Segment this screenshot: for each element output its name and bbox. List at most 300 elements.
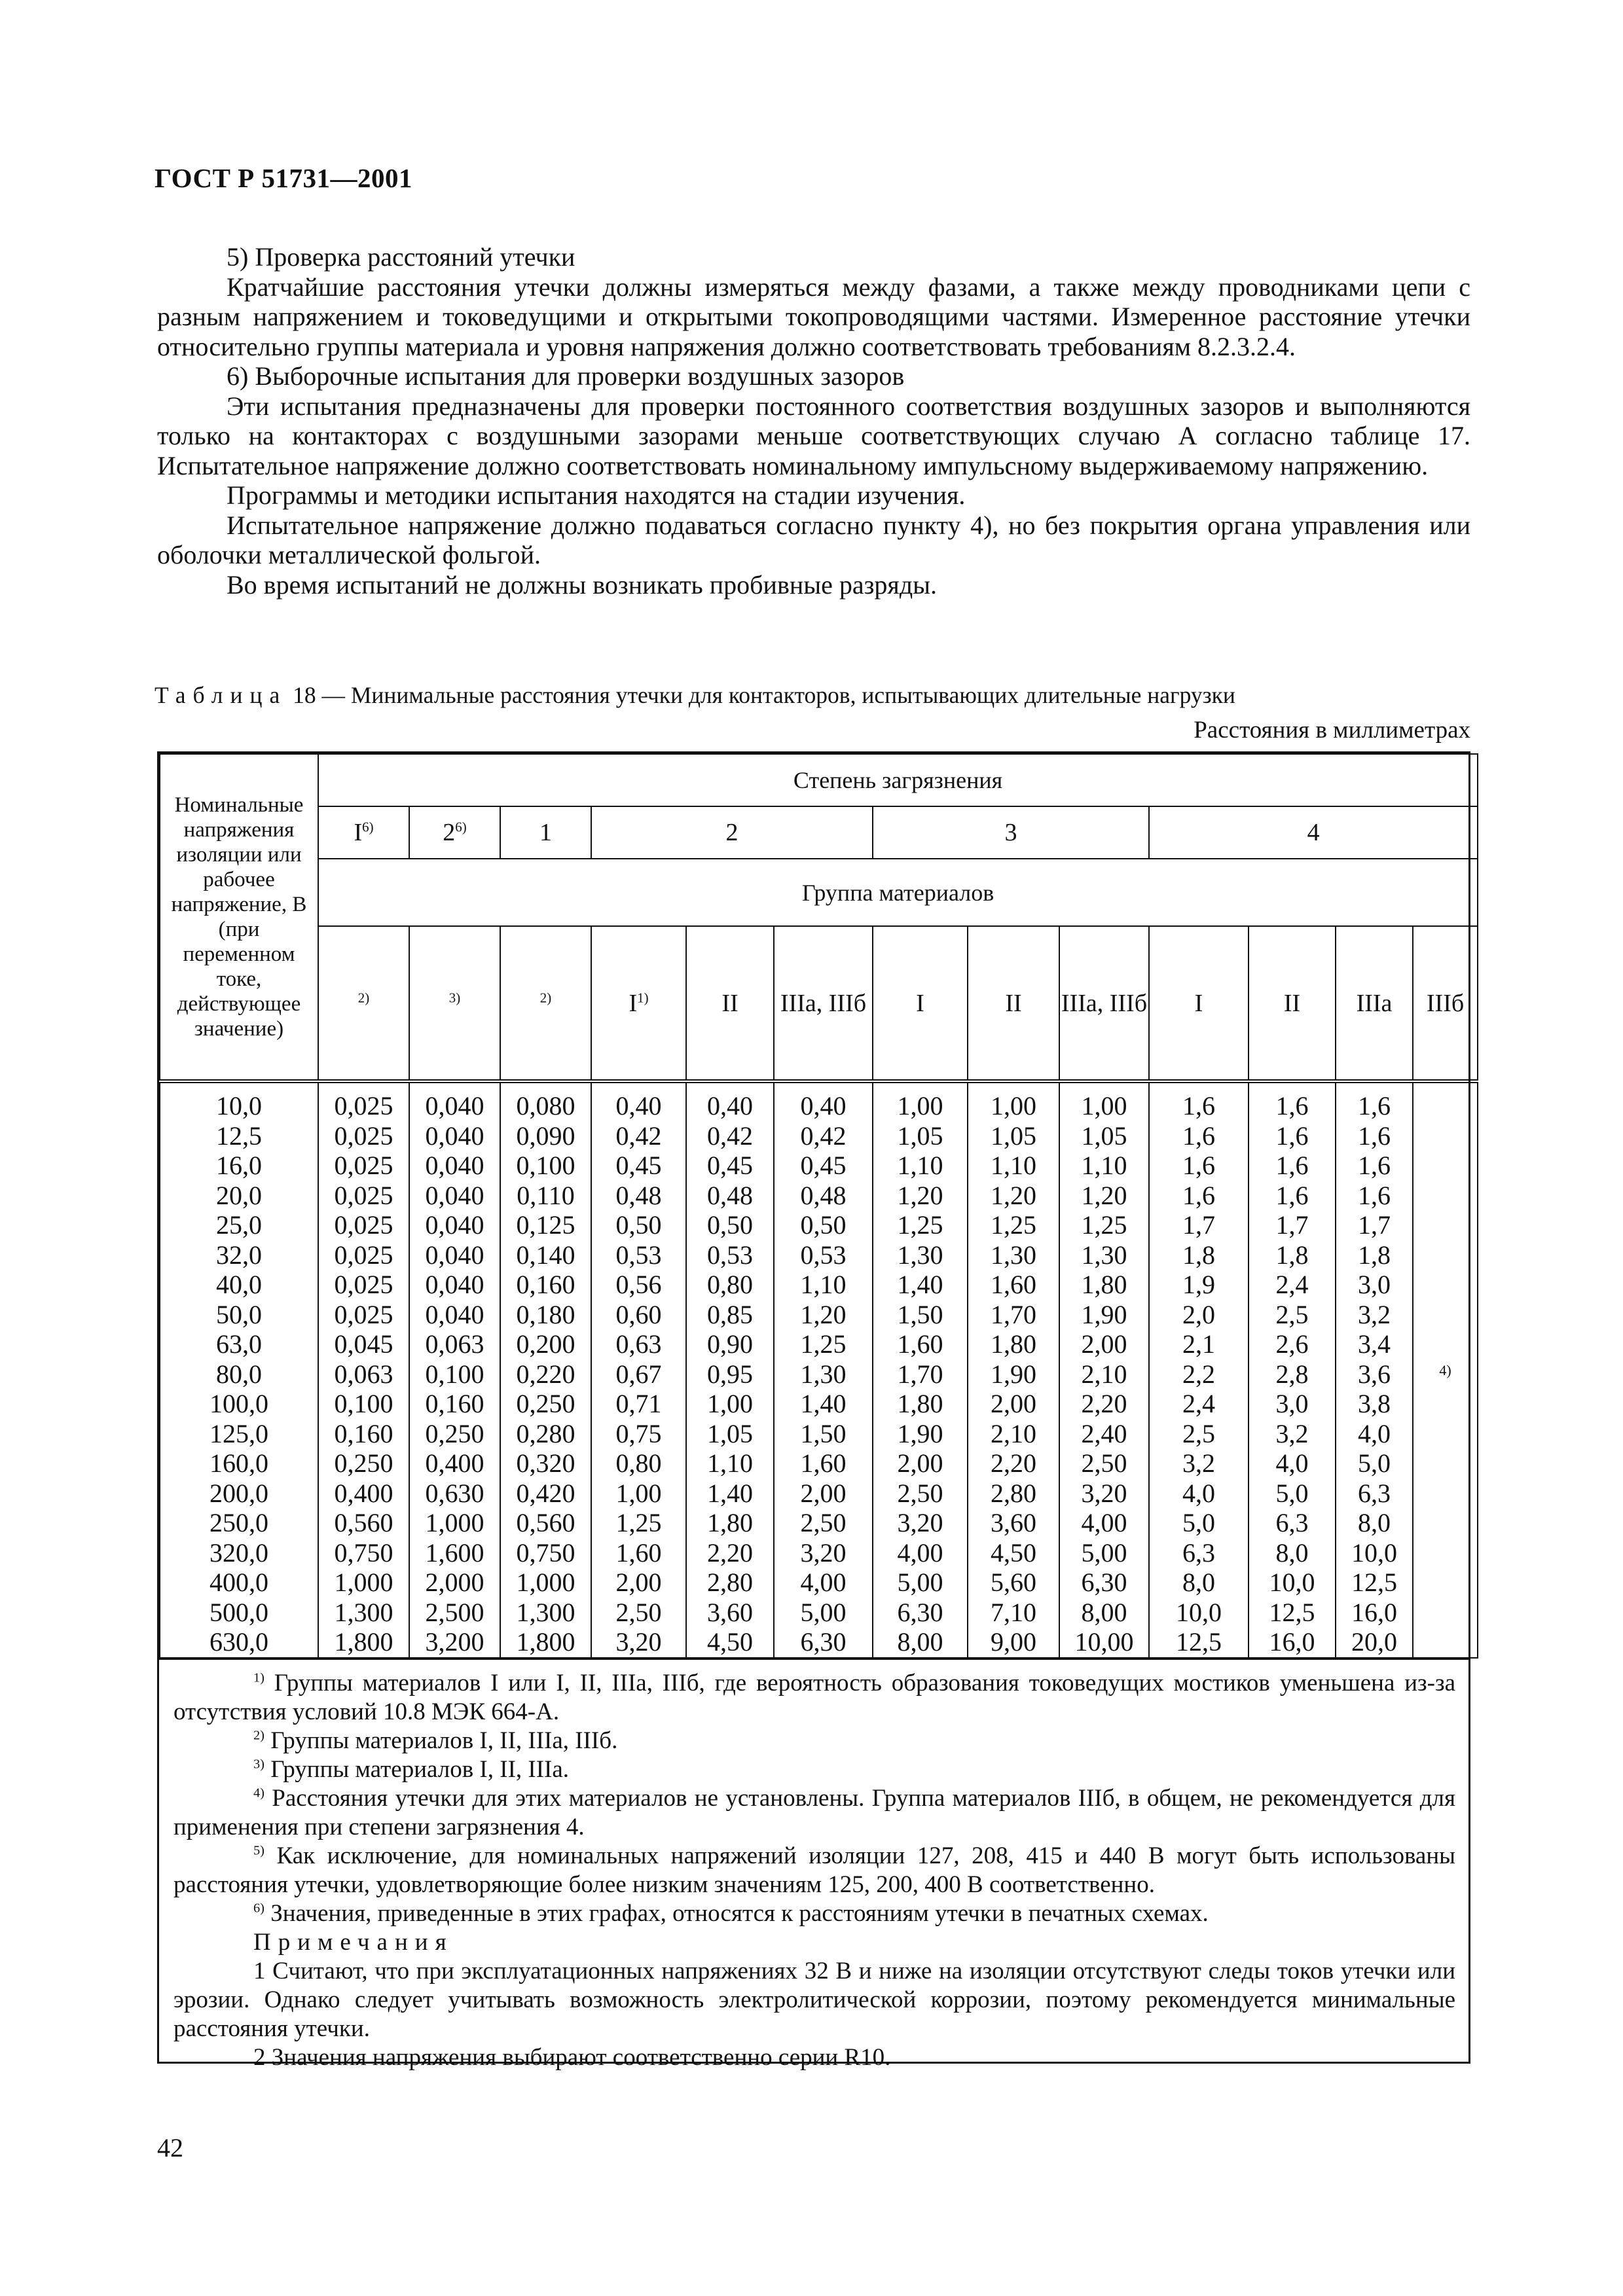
table-cell: 0,80: [707, 1270, 753, 1299]
table-cell: 0,040: [425, 1091, 484, 1121]
table-cell: 2,20: [991, 1448, 1036, 1478]
value-column: [686, 1081, 774, 1658]
table-cell: 0,60: [615, 1299, 662, 1329]
table-cell: 12,5: [1269, 1597, 1315, 1627]
table-cell: 1,6: [1275, 1121, 1309, 1151]
table-cell: 1,00: [1081, 1091, 1127, 1121]
table-cell: 1,300: [334, 1597, 393, 1627]
table-cell: 1,60: [615, 1537, 662, 1568]
table-cell: 1,800: [334, 1627, 393, 1657]
table-cell: 0,67: [615, 1359, 662, 1389]
table-cell: 1,70: [897, 1359, 943, 1389]
pollution-degree-cell: 2: [591, 806, 873, 859]
table-cell: 0,220: [516, 1359, 575, 1389]
table-cell: 3,20: [800, 1537, 847, 1568]
table-cell: 3,20: [897, 1508, 943, 1537]
paragraph: 6) Выборочные испытания для проверки воздушных зазоров: [227, 361, 905, 391]
table-cell: 2,50: [800, 1508, 847, 1537]
table-cell: 2,00: [800, 1478, 847, 1508]
table-cell: 0,040: [425, 1121, 484, 1151]
paragraph: Программы и методики испытания находятся на стадии изучения.: [227, 480, 966, 510]
table-cell: 5,0: [1182, 1508, 1215, 1537]
table-cell: 0,250: [334, 1448, 393, 1478]
footnote: $^{5)}$ Как исключение, для номинальных напряжений изоляции 127, 208, 415 и 440 В могут быть использованы расстояния утечки, удовлетворяющие более низким значениям 125, 200, 400 В соответственно.: [173, 1842, 1456, 1898]
table-cell: 1,6: [1358, 1180, 1391, 1210]
table-cell: 1,30: [991, 1240, 1036, 1270]
table-cell: 3,8: [1358, 1389, 1391, 1418]
table-cell: 6,30: [800, 1627, 847, 1657]
table-cell: 1,300: [516, 1597, 575, 1627]
value-column: [1059, 1081, 1149, 1658]
table-cell: 0,040: [425, 1210, 484, 1240]
table-cell: 8,00: [897, 1627, 943, 1657]
table-cell: 1,80: [1081, 1270, 1127, 1299]
table-caption: [155, 681, 1470, 709]
table-cell: 1,30: [800, 1359, 847, 1389]
table-cell: 10,00: [1074, 1627, 1134, 1657]
table-cell: 1,80: [707, 1508, 753, 1537]
paragraph: 5) Проверка расстояний утечки: [227, 242, 575, 272]
table-cell: 1,9: [1182, 1270, 1215, 1299]
table-cell: 20,0: [216, 1180, 262, 1210]
table-cell: 1,10: [991, 1151, 1036, 1180]
table-cell: 0,50: [800, 1210, 847, 1240]
table-cell: 4,0: [1275, 1448, 1309, 1478]
table-cell: 4,0: [1182, 1478, 1215, 1508]
table-cell: 0,53: [707, 1240, 753, 1270]
table-cell: 10,0: [216, 1091, 262, 1121]
table-cell: 2,000: [425, 1568, 484, 1597]
table-cell: 250,0: [210, 1508, 268, 1537]
table-cell: 0,110: [517, 1180, 575, 1210]
table-cell: 125,0: [210, 1418, 268, 1448]
table-cell: 0,090: [516, 1121, 575, 1151]
table-cell: 0,560: [334, 1508, 393, 1537]
table-cell: 2,00: [1081, 1329, 1127, 1359]
table-cell: 2,1: [1182, 1329, 1215, 1359]
table-cell: 0,100: [334, 1389, 393, 1418]
table-footnotes: [159, 1659, 1468, 2081]
table-cell: 0,025: [334, 1210, 393, 1240]
material-group-cell: 3): [409, 926, 500, 1081]
table-cell: 4,50: [991, 1537, 1036, 1568]
table-cell: 0,025: [334, 1240, 393, 1270]
table-cell: 160,0: [210, 1448, 268, 1478]
table-cell: 630,0: [210, 1627, 268, 1657]
footnote: $^{2)}$ Группы материалов I, II, IIIа, IIIб.: [253, 1727, 618, 1754]
table-cell: 1,30: [1081, 1240, 1127, 1270]
table-cell: 0,420: [516, 1478, 575, 1508]
table-cell: 1,05: [1081, 1121, 1127, 1151]
table-cell: 1,6: [1182, 1180, 1215, 1210]
table-cell: 12,5: [216, 1121, 262, 1151]
footnote: $^{6)}$ Значения, приведенные в этих графах, относятся к расстояниям утечки в печатных схемах.: [253, 1899, 1209, 1927]
table-cell: 25,0: [216, 1210, 262, 1240]
value-column: [1149, 1081, 1249, 1658]
table-cell: 1,6: [1275, 1151, 1309, 1180]
table-cell: 0,160: [334, 1418, 393, 1448]
table-cell: 3,2: [1182, 1448, 1215, 1478]
table-cell: 1,40: [897, 1270, 943, 1299]
table-cell: 1,20: [800, 1299, 847, 1329]
body-text: [157, 242, 1470, 600]
table-cell: 1,8: [1182, 1240, 1215, 1270]
table-cell: 1,25: [1081, 1210, 1127, 1240]
table-cell: 9,00: [991, 1627, 1036, 1657]
table-cell: 1,6: [1358, 1151, 1391, 1180]
table-cell: 12,5: [1351, 1568, 1397, 1597]
value-column: [968, 1081, 1059, 1658]
note: 2 Значения напряжения выбирают соответственно серии R10.: [253, 2043, 891, 2071]
table-cell: 1,25: [991, 1210, 1036, 1240]
table-cell: 2,4: [1275, 1270, 1309, 1299]
table-cell: 1,70: [991, 1299, 1036, 1329]
table-cell: 1,6: [1275, 1180, 1309, 1210]
table-cell: 0,63: [615, 1329, 662, 1359]
table-cell: 3,0: [1275, 1389, 1309, 1418]
table-cell: 0,85: [707, 1299, 753, 1329]
pollution-degree-cell: 2$^{6)}$: [409, 806, 500, 859]
table-cell: 8,00: [1081, 1597, 1127, 1627]
paragraph: Эти испытания предназначены для проверки постоянного соответствия воздушных зазоров и выполняются только на контакторах с воздушными зазорами меньше соответствующих случаю А согласно таблице 17. Испытательное напряжение должно соответствовать номинальному импульсному выдерживаемому напряжению.: [157, 391, 1470, 480]
table-cell: 5,00: [800, 1597, 847, 1627]
table-cell: 2,5: [1275, 1299, 1309, 1329]
table-cell: 1,25: [800, 1329, 847, 1359]
pollution-degree-cell: 3: [873, 806, 1149, 859]
table-cell: 2,40: [1081, 1418, 1127, 1448]
table-cell: 2,4: [1182, 1389, 1215, 1418]
table-cell: 2,5: [1182, 1418, 1215, 1448]
table-cell: 5,0: [1275, 1478, 1309, 1508]
table-cell: 1,60: [897, 1329, 943, 1359]
table-cell: 0,200: [516, 1329, 575, 1359]
table-cell: 7,10: [991, 1597, 1036, 1627]
table-cell: 0,025: [334, 1151, 393, 1180]
pollution-degree-cell: 1: [500, 806, 591, 859]
table-cell: 10,0: [1176, 1597, 1222, 1627]
table-cell: 0,025: [334, 1180, 393, 1210]
table-cell: 3,200: [425, 1627, 484, 1657]
table-cell: 8,0: [1182, 1568, 1215, 1597]
table-cell: 1,6: [1182, 1091, 1215, 1121]
table-cell: 0,50: [615, 1210, 662, 1240]
table-cell: 0,50: [707, 1210, 753, 1240]
table-cell: 0,180: [516, 1299, 575, 1329]
table-cell: 2,20: [707, 1537, 753, 1568]
table-cell: 0,56: [615, 1270, 662, 1299]
table-cell: 0,53: [800, 1240, 847, 1270]
table-cell: 0,040: [425, 1151, 484, 1180]
document-header: ГОСТ Р 51731—2001: [155, 163, 412, 193]
table-cell: 1,25: [615, 1508, 662, 1537]
table-cell: 1,7: [1358, 1210, 1391, 1240]
value-column: [1249, 1081, 1336, 1658]
table-cell: 2,2: [1182, 1359, 1215, 1389]
table-cell: 4,00: [1081, 1508, 1127, 1537]
table-caption-text: 18 — Минимальные расстояния утечки для контакторов, испытывающих длительные нагрузки: [293, 682, 1235, 708]
table-cell: 1,05: [991, 1121, 1036, 1151]
table-cell: 1,50: [800, 1418, 847, 1448]
table-cell: 100,0: [210, 1389, 268, 1418]
table-cell: 0,95: [707, 1359, 753, 1389]
paragraph: Во время испытаний не должны возникать пробивные разряды.: [227, 569, 938, 600]
table-cell: 2,500: [425, 1597, 484, 1627]
table-cell: 1,00: [991, 1091, 1036, 1121]
table-cell: 6,3: [1358, 1478, 1391, 1508]
pollution-degree-cell: $I^{6)}$: [318, 806, 409, 859]
table-cell: 1,60: [800, 1448, 847, 1478]
material-group-cell: IIIб: [1413, 926, 1478, 1081]
table-cell: 8,0: [1275, 1537, 1309, 1568]
table-cell: 12,5: [1176, 1627, 1222, 1657]
table-cell: 2,20: [1081, 1389, 1127, 1418]
table-cell: 0,75: [615, 1418, 662, 1448]
table-cell: 16,0: [1269, 1627, 1315, 1657]
table-cell: 80,0: [216, 1359, 262, 1389]
table-cell: 1,000: [425, 1508, 484, 1537]
table-cell: 0,400: [334, 1478, 393, 1508]
table-cell: 2,8: [1275, 1359, 1309, 1389]
table-cell: 0,160: [516, 1270, 575, 1299]
creepage-table: [159, 753, 1478, 1659]
table-cell: 1,90: [897, 1418, 943, 1448]
table-cell: 1,6: [1182, 1121, 1215, 1151]
page-number: 42: [157, 2133, 183, 2162]
table-cell: 1,25: [897, 1210, 943, 1240]
table-cell: 0,160: [425, 1389, 484, 1418]
table-cell: 3,60: [707, 1597, 753, 1627]
table-cell: 2,00: [897, 1448, 943, 1478]
material-header: Группа материалов: [318, 859, 1478, 926]
table-cell: 16,0: [1351, 1597, 1397, 1627]
table-cell: 0,48: [615, 1180, 662, 1210]
table-cell: 0,063: [425, 1329, 484, 1359]
table-cell: 200,0: [210, 1478, 268, 1508]
table-cell: 1,20: [1081, 1180, 1127, 1210]
table-cell: 3,6: [1358, 1359, 1391, 1389]
table-cell: 0,025: [334, 1121, 393, 1151]
table-cell: 0,100: [425, 1359, 484, 1389]
table-cell: 6,3: [1275, 1508, 1309, 1537]
table-cell: 1,80: [897, 1389, 943, 1418]
table-units: Расстояния в миллиметрах: [1194, 717, 1470, 744]
table-cell: 6,3: [1182, 1537, 1215, 1568]
table-cell: 400,0: [210, 1568, 268, 1597]
table-cell: 3,2: [1358, 1299, 1391, 1329]
table-cell: 0,025: [334, 1091, 393, 1121]
table-cell: 1,00: [615, 1478, 662, 1508]
table-cell: 0,040: [425, 1180, 484, 1210]
table-cell: 0,630: [425, 1478, 484, 1508]
table-cell: 1,05: [707, 1418, 753, 1448]
value-column: [591, 1081, 686, 1658]
table-cell: 1,40: [800, 1389, 847, 1418]
table-cell: 1,05: [897, 1121, 943, 1151]
table-cell: 1,7: [1275, 1210, 1309, 1240]
table-cell: 50,0: [216, 1299, 262, 1329]
table-cell: 1,7: [1182, 1210, 1215, 1240]
stub-header: Номинальные напряжения изоляции или рабочее напряжение, В (при переменном токе, действующее значение): [160, 754, 318, 1081]
material-group-cell: 2): [318, 926, 409, 1081]
table-cell: 1,60: [991, 1270, 1036, 1299]
table-cell: 0,140: [516, 1240, 575, 1270]
table-cell: 0,080: [516, 1091, 575, 1121]
material-group-cell: I: [873, 926, 968, 1081]
table-cell: 32,0: [216, 1240, 262, 1270]
table-frame: [157, 751, 1470, 2071]
material-IIIb-note: 4): [1413, 1081, 1478, 1658]
table-cell: 4,00: [800, 1568, 847, 1597]
material-group-cell: II: [968, 926, 1059, 1081]
table-cell: 2,6: [1275, 1329, 1309, 1359]
table-cell: 1,8: [1275, 1240, 1309, 1270]
table-cell: 63,0: [216, 1329, 262, 1359]
table-cell: 6,30: [1081, 1568, 1127, 1597]
table-cell: 0,40: [800, 1091, 847, 1121]
table-cell: 0,750: [334, 1537, 393, 1568]
table-cell: 0,280: [516, 1418, 575, 1448]
table-cell: 0,560: [516, 1508, 575, 1537]
table-cell: 0,71: [615, 1389, 662, 1418]
footnote: $^{1)}$ Группы материалов I или I, II, IIIа, IIIб, где вероятность образования токоведущих мостиков уменьшена из-за отсутствия условий 10.8 МЭК 664-А.: [173, 1669, 1455, 1725]
table-cell: 0,42: [800, 1121, 847, 1151]
footnote: $^{4)}$ Расстояния утечки для этих материалов не установлены. Группа материалов IIIб, в общем, не рекомендуется для применения при степени загрязнения 4.: [173, 1784, 1456, 1840]
table-cell: 0,400: [425, 1448, 484, 1478]
table-cell: 4,50: [707, 1627, 753, 1657]
table-cell: 0,250: [516, 1389, 575, 1418]
table-cell: 1,600: [425, 1537, 484, 1568]
table-cell: 1,000: [334, 1568, 393, 1597]
table-caption-label: Таблица: [155, 682, 287, 708]
table-cell: 2,10: [1081, 1359, 1127, 1389]
table-cell: 0,040: [425, 1240, 484, 1270]
paragraph: Испытательное напряжение должно подаваться согласно пункту 4), но без покрытия органа управления или оболочки металлической фольгой.: [157, 510, 1470, 569]
table-cell: 0,025: [334, 1270, 393, 1299]
table-cell: 0,250: [425, 1418, 484, 1448]
table-cell: 0,48: [707, 1180, 753, 1210]
table-cell: 1,40: [707, 1478, 753, 1508]
table-cell: 2,80: [707, 1568, 753, 1597]
material-group-cell: IIIа: [1336, 926, 1413, 1081]
table-cell: 0,90: [707, 1329, 753, 1359]
material-group-cell: 2): [500, 926, 591, 1081]
table-cell: 10,0: [1351, 1537, 1397, 1568]
value-column: [318, 1081, 409, 1658]
table-cell: 4,0: [1358, 1418, 1391, 1448]
table-cell: 3,4: [1358, 1329, 1391, 1359]
table-cell: 1,8: [1358, 1240, 1391, 1270]
table-cell: 20,0: [1351, 1627, 1397, 1657]
table-cell: 5,60: [991, 1568, 1036, 1597]
table-cell: 1,6: [1358, 1121, 1391, 1151]
table-cell: 1,10: [897, 1151, 943, 1180]
table-cell: 2,10: [991, 1418, 1036, 1448]
paragraph: Кратчайшие расстояния утечки должны измеряться между фазами, а также между проводниками цепи с разным напряжением и токоведущими и открытыми токопроводящими частями. Измеренное расстояние утечки относительно группы материала и уровня напряжения должно соответствовать требованиям 8.2.3.2.4.: [157, 272, 1470, 361]
table-cell: 1,6: [1358, 1091, 1391, 1121]
table-cell: 1,6: [1182, 1151, 1215, 1180]
table-cell: 3,2: [1275, 1418, 1309, 1448]
table-cell: 0,063: [334, 1359, 393, 1389]
table-cell: 0,40: [707, 1091, 753, 1121]
table-cell: 1,90: [1081, 1299, 1127, 1329]
table-cell: 1,20: [897, 1180, 943, 1210]
table-cell: 0,125: [516, 1210, 575, 1240]
table-cell: 0,045: [334, 1329, 393, 1359]
table-cell: 1,000: [516, 1568, 575, 1597]
table-cell: 3,60: [991, 1508, 1036, 1537]
table-cell: 2,00: [615, 1568, 662, 1597]
table-cell: 1,90: [991, 1359, 1036, 1389]
table-cell: 0,45: [800, 1151, 847, 1180]
table-cell: 500,0: [210, 1597, 268, 1627]
table-cell: 16,0: [216, 1151, 262, 1180]
notes-heading: Примечания: [253, 1928, 454, 1956]
table-cell: 2,0: [1182, 1299, 1215, 1329]
table-cell: 1,800: [516, 1627, 575, 1657]
table-cell: 0,48: [800, 1180, 847, 1210]
table-cell: 1,6: [1275, 1091, 1309, 1121]
value-column: [1336, 1081, 1413, 1658]
table-cell: 0,45: [707, 1151, 753, 1180]
material-group-cell: IIIа, IIIб: [774, 926, 873, 1081]
table-cell: 0,750: [516, 1537, 575, 1568]
table-cell: 10,0: [1269, 1568, 1315, 1597]
material-group-cell: IIIа, IIIб: [1059, 926, 1149, 1081]
pollution-degree-cell: 4: [1149, 806, 1478, 859]
table-cell: 1,00: [707, 1389, 753, 1418]
table-cell: 3,0: [1358, 1270, 1391, 1299]
pollution-header: Степень загрязнения: [318, 754, 1478, 806]
value-column: [873, 1081, 968, 1658]
voltage-column: [160, 1081, 318, 1658]
value-column: [500, 1081, 591, 1658]
note: 1 Считают, что при эксплуатационных напряжениях 32 В и ниже на изоляции отсутствуют следы токов утечки или эрозии. Однако следует учитывать возможность электролитической коррозии, поэтому рекомендуется минимальные расстояния утечки.: [173, 1957, 1455, 2042]
material-group-cell: $I^{1)}$: [591, 926, 686, 1081]
table-cell: 2,50: [897, 1478, 943, 1508]
table-cell: 0,42: [615, 1121, 662, 1151]
table-cell: 2,00: [991, 1389, 1036, 1418]
table-cell: 0,100: [516, 1151, 575, 1180]
table-cell: 0,040: [425, 1299, 484, 1329]
table-cell: 0,025: [334, 1299, 393, 1329]
table-cell: 5,0: [1358, 1448, 1391, 1478]
table-cell: 0,42: [707, 1121, 753, 1151]
table-cell: 3,20: [1081, 1478, 1127, 1508]
table-cell: 0,320: [516, 1448, 575, 1478]
table-cell: 0,040: [425, 1270, 484, 1299]
table-cell: 2,50: [1081, 1448, 1127, 1478]
table-cell: 5,00: [897, 1568, 943, 1597]
table-cell: 320,0: [210, 1537, 268, 1568]
table-cell: 8,0: [1358, 1508, 1391, 1537]
table-cell: 5,00: [1081, 1537, 1127, 1568]
material-group-cell: II: [686, 926, 774, 1081]
material-group-cell: I: [1149, 926, 1249, 1081]
table-cell: 2,80: [991, 1478, 1036, 1508]
table-cell: 1,10: [800, 1270, 847, 1299]
table-cell: 2,50: [615, 1597, 662, 1627]
table-cell: 1,20: [991, 1180, 1036, 1210]
table-cell: 1,30: [897, 1240, 943, 1270]
table-cell: 1,80: [991, 1329, 1036, 1359]
table-cell: 0,80: [615, 1448, 662, 1478]
table-cell: 0,53: [615, 1240, 662, 1270]
table-cell: 0,40: [615, 1091, 662, 1121]
table-cell: 4,00: [897, 1537, 943, 1568]
table-cell: 1,00: [897, 1091, 943, 1121]
footnote: $^{3)}$ Группы материалов I, II, IIIа.: [253, 1755, 570, 1783]
table-cell: 6,30: [897, 1597, 943, 1627]
